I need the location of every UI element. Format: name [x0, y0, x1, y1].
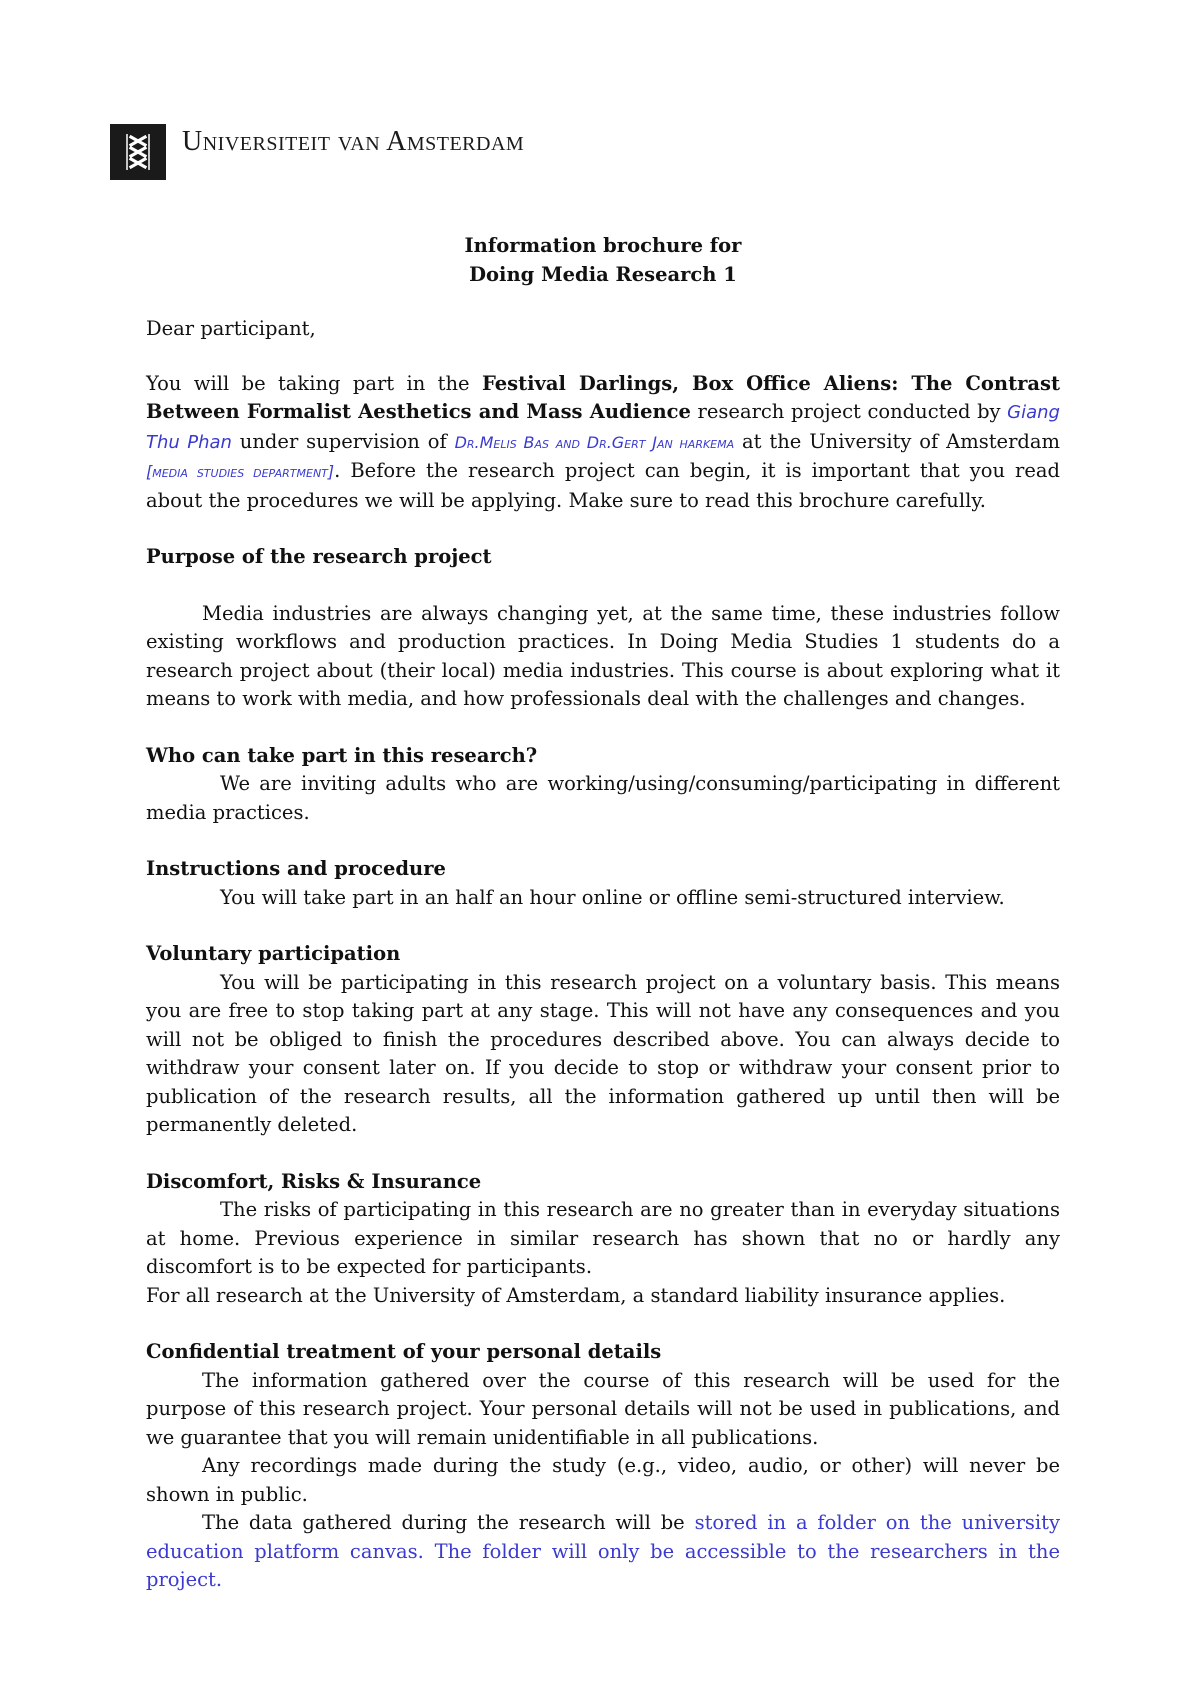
section-heading-purpose: Purpose of the research project: [146, 545, 492, 568]
supervisors-name: Dr.Melis Bas and Dr.Gert Jan harkema: [454, 432, 735, 452]
crosses-emblem-icon: [123, 132, 153, 172]
section-body-risks: The risks of participating in this research are no greater than in everyday situations at home. Previous experience in similar research has shown that no or hardly any discomfort is to be expected for participants.: [146, 1198, 1060, 1278]
section-heading-voluntary: Voluntary participation: [146, 942, 401, 965]
project-title: Festival Darlings, Box Office Aliens: The Contrast Between Formalist Aesthetics and Mass Audience: [146, 371, 1060, 423]
researcher-name: Giang Thu Phan: [146, 402, 1060, 453]
intro-text-1: You will be taking part in the: [146, 371, 482, 395]
intro-text-5: . Before the research project can begin, it is important that you read about the procedures we will be applying. Make sure to read this brochure carefully.: [146, 459, 1060, 512]
section-heading-instructions: Instructions and procedure: [146, 857, 446, 880]
intro-text-3: under supervision of: [231, 429, 455, 453]
intro-text-2: research project conducted by: [690, 400, 1008, 423]
greeting: Dear participant,: [146, 317, 316, 340]
section-heading-who: Who can take part in this research?: [146, 743, 538, 767]
brochure-title: [146, 232, 1060, 289]
title-line-1: Information brochure for: [464, 234, 742, 257]
section-heading-risks: Discomfort, Risks & Insurance: [146, 1169, 482, 1193]
confidential-paragraph-2: Any recordings made during the study (e.g., video, audio, or other) will never be shown in public.: [146, 1454, 1060, 1506]
title-line-2: Doing Media Research 1: [469, 262, 737, 286]
section-body-purpose: Media industries are always changing yet, at the same time, these industries follow existing workflows and production practices. In Doing Media Studies 1 students do a research project about (their local) media industries. This course is about exploring what it means to work with media, and how professionals deal with the challenges and changes.: [146, 601, 1060, 710]
section-heading-confidential: Confidential treatment of your personal details: [146, 1340, 662, 1363]
university-logo: [110, 124, 166, 180]
university-header: [110, 124, 524, 180]
department-name: [media studies department]: [146, 462, 335, 481]
intro-text-4: at the University of Amsterdam: [734, 429, 1061, 453]
university-name: Universiteit van Amsterdam: [182, 126, 525, 157]
section-body-who: We are inviting adults who are working/using/consuming/participating in different media practices.: [146, 772, 1060, 824]
confidential-p3-text: The data gathered during the research will be: [202, 1511, 695, 1534]
confidential-p3-storage: stored in a folder on the university education platform canvas. The folder will only be accessible to the researchers in the project.: [146, 1511, 1060, 1591]
section-body-instructions: You will take part in an half an hour online or offline semi-structured interview.: [220, 885, 1005, 909]
confidential-paragraph-3: [146, 1509, 1060, 1595]
section-body-insurance: For all research at the University of Amsterdam, a standard liability insurance applies.: [146, 1283, 1006, 1307]
brochure-content: [146, 232, 1060, 1595]
intro-paragraph: [146, 370, 1060, 516]
confidential-paragraph-1: The information gathered over the course of this research will be used for the purpose of this research project. Your personal details will not be used in publications, and we guarantee that you will remain unidentifiable in all publications.: [146, 1368, 1060, 1449]
section-body-voluntary: You will be participating in this research project on a voluntary basis. This means you are free to stop taking part at any stage. This will not have any consequences and you will not be obliged to finish the procedures described above. You can always decide to withdraw your consent later on. If you decide to stop or withdraw your consent prior to publication of the research results, all the information gathered up until then will be permanently deleted.: [146, 970, 1060, 1136]
